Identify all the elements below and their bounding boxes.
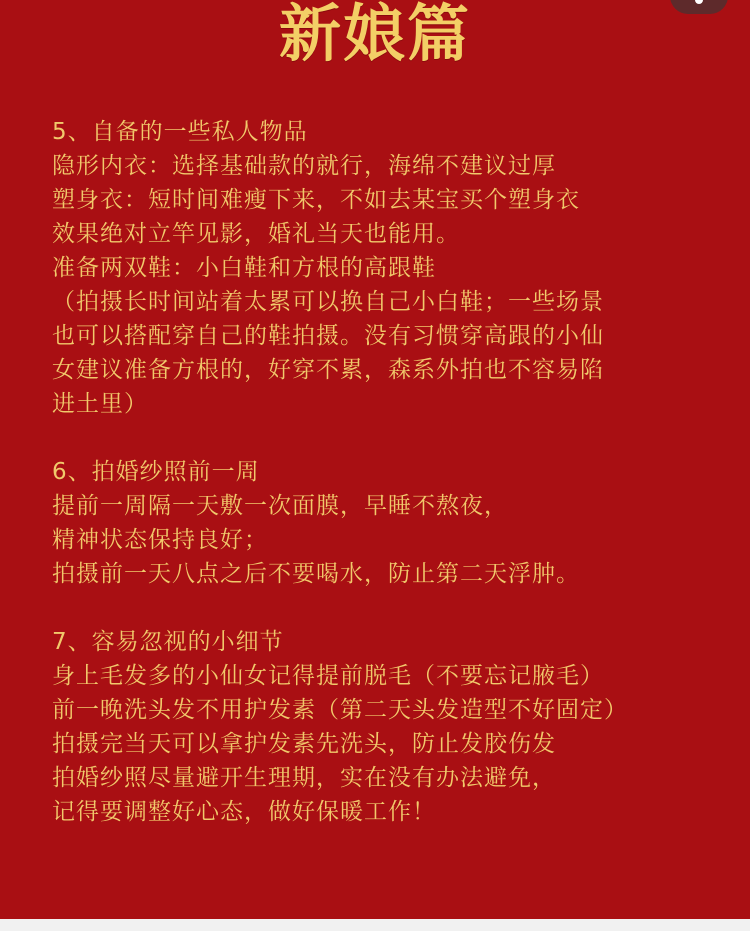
text-line: 拍婚纱照尽量避开生理期，实在没有办法避免， (52, 765, 556, 791)
section-personal-items (52, 115, 722, 421)
text-line: 塑身衣：短时间难瘦下来，不如去某宝买个塑身衣 (52, 187, 580, 213)
page-bottom-strip (0, 919, 750, 931)
text-line: 隐形内衣：选择基础款的就行，海绵不建议过厚 (52, 153, 556, 179)
section-heading: 7、容易忽视的小细节 (52, 629, 284, 655)
text-line: （拍摄长时间站着太累可以换自己小白鞋；一些场景 (52, 289, 604, 315)
page-title: 新娘篇 (278, 0, 471, 70)
text-line: 拍摄前一天八点之后不要喝水，防止第二天浮肿。 (52, 561, 580, 587)
text-line: 身上毛发多的小仙女记得提前脱毛（不要忘记腋毛） (52, 663, 604, 689)
text-line: 提前一周隔一天敷一次面膜，早睡不熬夜， (52, 493, 508, 519)
section-heading: 5、自备的一些私人物品 (52, 119, 308, 145)
text-line: 前一晚洗头发不用护发素（第二天头发造型不好固定） (52, 697, 628, 723)
text-line: 准备两双鞋：小白鞋和方根的高跟鞋 (52, 255, 436, 281)
content-body (52, 115, 722, 829)
section-details (52, 625, 722, 829)
text-line: 拍摄完当天可以拿护发素先洗头，防止发胶伤发 (52, 731, 556, 757)
text-line: 也可以搭配穿自己的鞋拍摄。没有习惯穿高跟的小仙 (52, 323, 604, 349)
section-heading: 6、拍婚纱照前一周 (52, 459, 260, 485)
text-line: 精神状态保持良好； (52, 527, 268, 553)
text-line: 效果绝对立竿见影，婚礼当天也能用。 (52, 221, 460, 247)
text-line: 进土里） (52, 391, 148, 417)
text-line: 记得要调整好心态，做好保暖工作！ (52, 799, 436, 825)
section-week-before (52, 455, 722, 591)
text-line: 女建议准备方根的，好穿不累，森系外拍也不容易陷 (52, 357, 604, 383)
